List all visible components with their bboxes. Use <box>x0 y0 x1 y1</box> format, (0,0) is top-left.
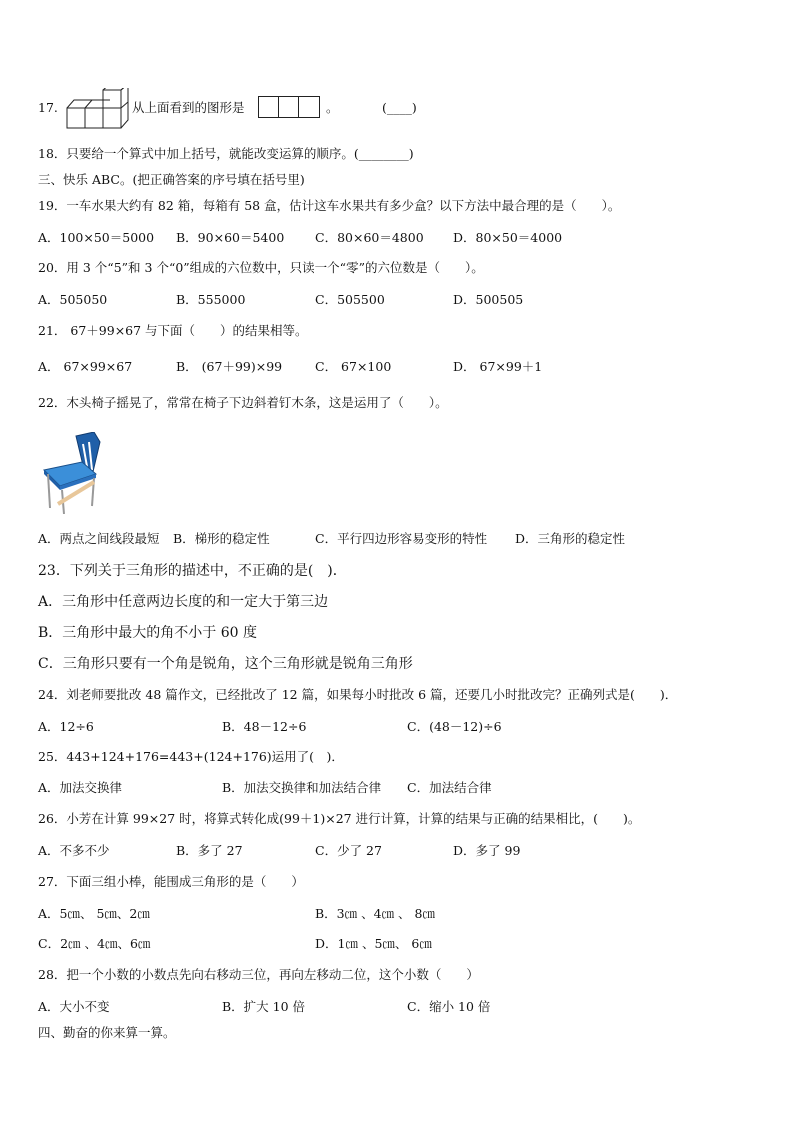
cube-stack-figure <box>66 88 132 130</box>
q19-option-d[interactable]: D．80×50＝4000 <box>453 230 563 245</box>
q27-option-c[interactable]: C．2㎝ 、4㎝、6㎝ <box>38 936 151 951</box>
q22-stem: 22．木头椅子摇晃了，常常在椅子下边斜着钉木条，这是运用了（ ）。 <box>38 395 448 410</box>
q28-option-c[interactable]: C．缩小 10 倍 <box>407 999 491 1014</box>
q25-option-c[interactable]: C．加法结合律 <box>407 780 492 795</box>
q19-option-a[interactable]: A．100×50＝5000 <box>38 230 155 245</box>
q22-option-a[interactable]: A．两点之间线段最短 <box>38 531 160 546</box>
q27-stem: 27．下面三组小棒，能围成三角形的是（ ） <box>38 874 304 889</box>
q24-option-b[interactable]: B．48－12÷6 <box>222 719 307 734</box>
q17-answer-grid <box>258 96 320 118</box>
q22-option-b[interactable]: B．梯形的稳定性 <box>173 531 270 546</box>
q26-option-a[interactable]: A．不多不少 <box>38 843 110 858</box>
q21-option-c[interactable]: C． 67×100 <box>315 359 392 374</box>
q18-text: 18．只要给一个算式中加上括号，就能改变运算的顺序。(________) <box>38 146 414 161</box>
q20-stem: 20．用 3 个“5”和 3 个“0”组成的六位数中，只读一个“零”的六位数是（ ）。 <box>38 260 484 275</box>
q17-text: 从上面看到的图形是 <box>132 100 245 115</box>
q19-option-b[interactable]: B．90×60＝5400 <box>176 230 285 245</box>
q26-option-b[interactable]: B．多了 27 <box>176 843 243 858</box>
q19-option-c[interactable]: C．80×60＝4800 <box>315 230 424 245</box>
q24-stem: 24．刘老师要批改 48 篇作文，已经批改了 12 篇，如果每小时批改 6 篇，还要几小时批改完？正确列式是( )． <box>38 687 678 702</box>
q25-option-a[interactable]: A．加法交换律 <box>38 780 123 795</box>
q23-option-c[interactable]: C．三角形只要有一个角是锐角，这个三角形就是锐角三角形 <box>38 656 413 672</box>
q22-option-c[interactable]: C．平行四边形容易变形的特性 <box>315 531 488 546</box>
q23-option-b[interactable]: B．三角形中最大的角不小于 60 度 <box>38 625 258 641</box>
q27-option-b[interactable]: B．3㎝ 、4㎝ 、 8㎝ <box>315 906 435 921</box>
q20-option-b[interactable]: B．555000 <box>176 292 246 307</box>
q28-option-a[interactable]: A．大小不变 <box>38 999 110 1014</box>
q21-option-a[interactable]: A． 67×99×67 <box>38 359 133 374</box>
q28-option-b[interactable]: B．扩大 10 倍 <box>222 999 306 1014</box>
q25-option-b[interactable]: B．加法交换律和加法结合律 <box>222 780 382 795</box>
q23-stem: 23．下列关于三角形的描述中，不正确的是( )． <box>38 563 347 579</box>
q24-option-c[interactable]: C．(48－12)÷6 <box>407 719 502 734</box>
q21-option-d[interactable]: D． 67×99＋1 <box>453 359 543 374</box>
q25-stem: 25．443+124+176=443+(124+176)运用了( )． <box>38 749 344 764</box>
chair-illustration <box>42 432 104 514</box>
q24-option-a[interactable]: A．12÷6 <box>38 719 94 734</box>
q17-number: 17. <box>38 100 58 115</box>
q26-option-c[interactable]: C．少了 27 <box>315 843 382 858</box>
q17-answer-blank[interactable]: (____) <box>382 100 417 115</box>
q20-option-d[interactable]: D．500505 <box>453 292 524 307</box>
section4-heading: 四、勤奋的你来算一算。 <box>38 1025 176 1040</box>
q17-period: 。 <box>326 100 339 115</box>
q23-option-a[interactable]: A．三角形中任意两边长度的和一定大于第三边 <box>38 594 329 610</box>
q26-option-d[interactable]: D．多了 99 <box>453 843 521 858</box>
section3-heading: 三、快乐 ABC。(把正确答案的序号填在括号里) <box>38 172 305 187</box>
grid-cell <box>259 97 279 117</box>
q22-option-d[interactable]: D．三角形的稳定性 <box>515 531 626 546</box>
q21-option-b[interactable]: B． (67＋99)×99 <box>176 359 283 374</box>
grid-cell <box>299 97 319 117</box>
q19-stem: 19．一车水果大约有 82 箱，每箱有 58 盒，估计这车水果共有多少盒？以下方法中最合理的是（ ）。 <box>38 198 621 213</box>
grid-cell <box>279 97 299 117</box>
q20-option-c[interactable]: C．505500 <box>315 292 385 307</box>
q28-stem: 28．把一个小数的小数点先向右移动三位，再向左移动二位，这个小数（ ） <box>38 967 479 982</box>
q26-stem: 26．小芳在计算 99×27 时，将算式转化成(99＋1)×27 进行计算，计算的结果与正确的结果相比，( )。 <box>38 811 641 826</box>
q27-option-d[interactable]: D．1㎝ 、5㎝、 6㎝ <box>315 936 432 951</box>
q27-option-a[interactable]: A．5㎝、 5㎝、2㎝ <box>38 906 150 921</box>
q20-option-a[interactable]: A．505050 <box>38 292 108 307</box>
q21-stem: 21． 67＋99×67 与下面（ ）的结果相等。 <box>38 323 308 338</box>
